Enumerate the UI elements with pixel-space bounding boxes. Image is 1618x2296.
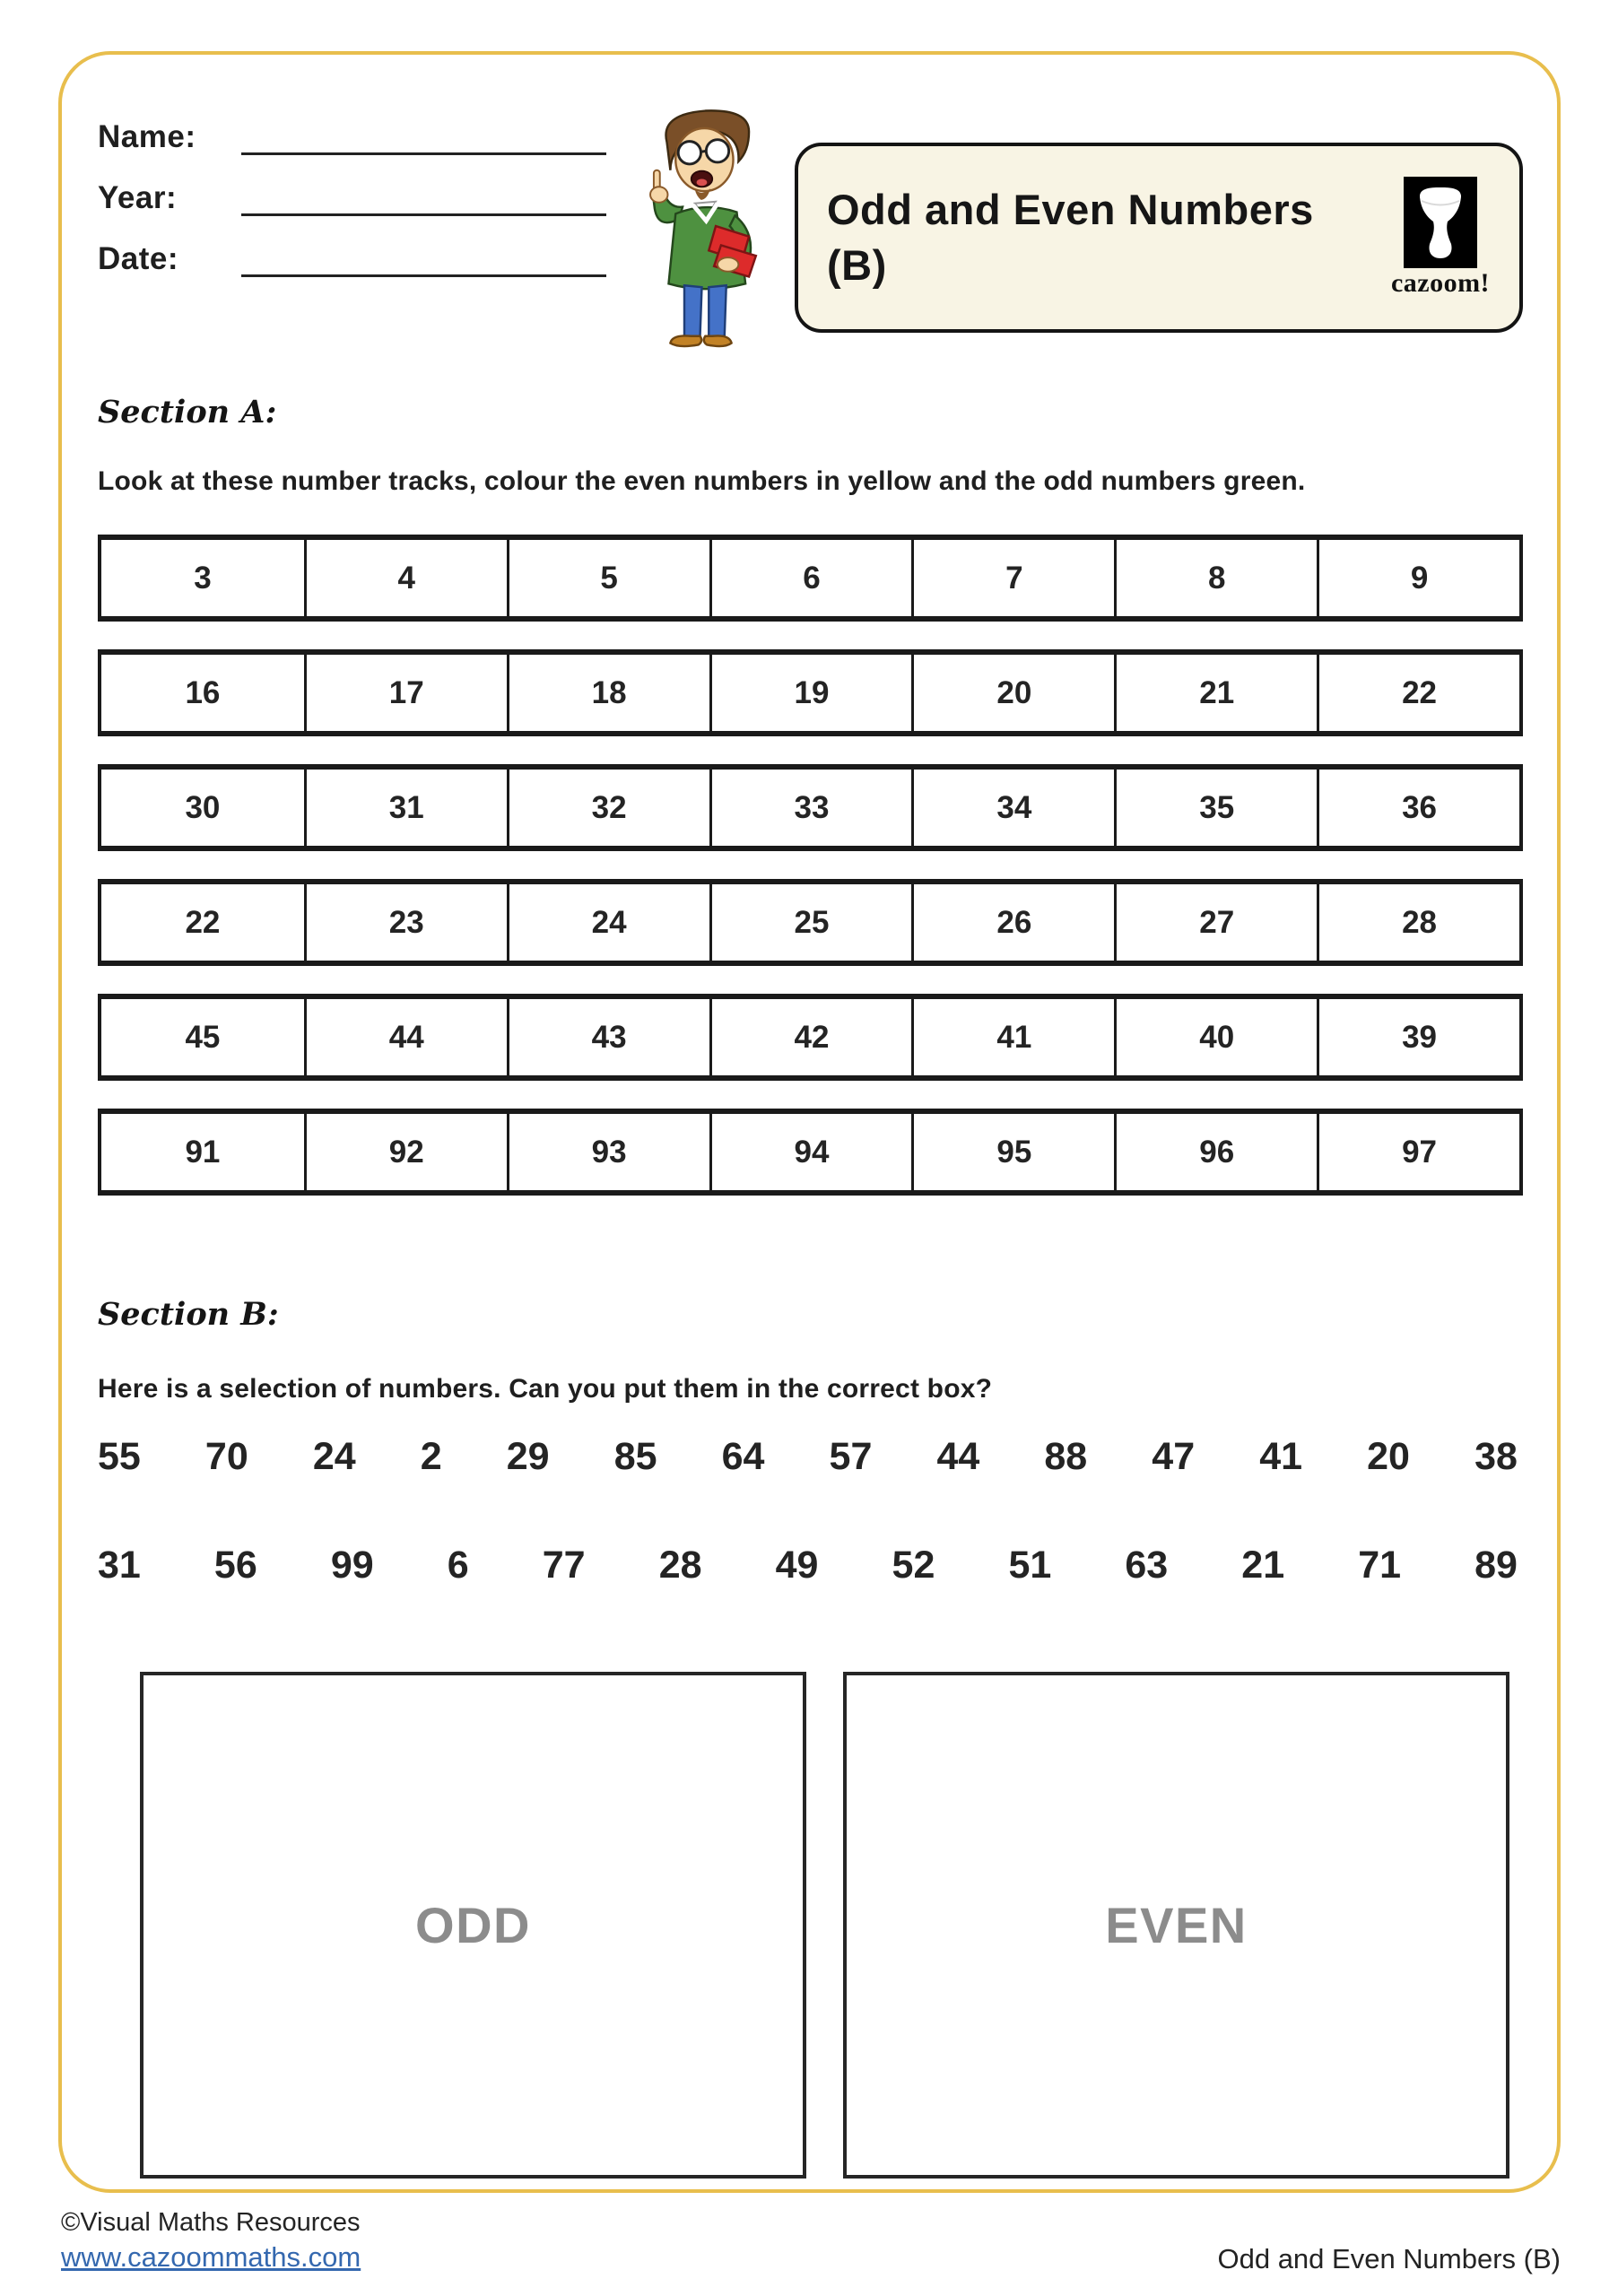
track-cell[interactable]: 45 — [185, 1019, 221, 1055]
selection-number[interactable]: 21 — [1241, 1544, 1285, 1587]
track-cell[interactable]: 43 — [507, 999, 709, 1075]
selection-number[interactable]: 47 — [1152, 1435, 1196, 1478]
track-cell[interactable]: 27 — [1114, 884, 1317, 961]
track-cell[interactable]: 32 — [507, 770, 709, 846]
footer-doc-label: Odd and Even Numbers (B) — [1217, 2243, 1561, 2274]
track-cell[interactable]: 41 — [911, 999, 1114, 1075]
track-cell[interactable]: 21 — [1114, 655, 1317, 731]
track-cell[interactable]: 25 — [709, 884, 912, 961]
selection-number[interactable]: 6 — [447, 1544, 469, 1587]
selection-number[interactable]: 70 — [204, 1435, 248, 1478]
track-cell[interactable]: 36 — [1317, 770, 1519, 846]
track-cell[interactable]: 16 — [185, 674, 221, 710]
track-cell[interactable]: 91 — [185, 1134, 221, 1170]
selection-number[interactable]: 31 — [98, 1544, 141, 1587]
track-cell[interactable]: 18 — [507, 655, 709, 731]
title-box — [795, 143, 1523, 333]
number-track — [98, 764, 1523, 851]
selection-number[interactable]: 24 — [312, 1435, 356, 1478]
track-cell[interactable]: 96 — [1114, 1114, 1317, 1190]
even-box-label: EVEN — [1105, 1897, 1248, 1953]
track-cell[interactable]: 23 — [304, 884, 507, 961]
selection-number[interactable]: 85 — [613, 1435, 657, 1478]
year-label: Year: — [98, 180, 178, 215]
selection-number[interactable]: 77 — [542, 1544, 586, 1587]
track-cell[interactable]: 17 — [304, 655, 507, 731]
page-title: Odd and Even Numbers (B) — [827, 185, 1314, 289]
track-cell[interactable]: 31 — [304, 770, 507, 846]
date-field-row — [98, 238, 618, 277]
selection-number[interactable]: 28 — [658, 1544, 702, 1587]
odd-box-label: ODD — [415, 1897, 531, 1953]
section-b-instruction: Here is a selection of numbers. Can you put them in the correct box? — [98, 1374, 993, 1404]
selection-number[interactable]: 89 — [1474, 1544, 1518, 1587]
track-cell[interactable]: 19 — [709, 655, 912, 731]
track-cell[interactable]: 22 — [185, 904, 221, 940]
track-cell[interactable]: 28 — [1317, 884, 1519, 961]
even-box[interactable] — [843, 1672, 1509, 2179]
track-cell[interactable]: 5 — [507, 540, 709, 616]
sorting-boxes — [140, 1672, 1523, 2179]
selection-number[interactable]: 88 — [1044, 1435, 1088, 1478]
section-b-heading: Section B: — [98, 1296, 279, 1333]
name-field-row — [98, 116, 618, 155]
number-tracks — [98, 535, 1523, 1196]
footer-website-link[interactable]: www.cazoommaths.com — [61, 2241, 361, 2273]
number-track — [98, 649, 1523, 736]
brand-block — [1383, 177, 1498, 299]
header — [98, 103, 1523, 352]
track-cell[interactable]: 42 — [709, 999, 912, 1075]
track-cell[interactable]: 3 — [194, 560, 212, 596]
selection-number[interactable]: 49 — [775, 1544, 819, 1587]
track-cell[interactable]: 8 — [1114, 540, 1317, 616]
number-track — [98, 1109, 1523, 1196]
student-fields — [98, 103, 618, 299]
selection-number[interactable]: 20 — [1367, 1435, 1410, 1478]
year-field-row — [98, 177, 618, 216]
odd-box[interactable] — [140, 1672, 806, 2179]
selection-number[interactable]: 41 — [1259, 1435, 1303, 1478]
selection-number[interactable]: 29 — [506, 1435, 550, 1478]
name-label: Name: — [98, 119, 196, 154]
track-cell[interactable]: 94 — [709, 1114, 912, 1190]
date-label: Date: — [98, 241, 179, 276]
selection-number[interactable]: 55 — [98, 1435, 141, 1478]
date-input-line[interactable] — [241, 240, 606, 277]
track-cell[interactable]: 26 — [911, 884, 1114, 961]
selection-row-2 — [98, 1544, 1523, 1587]
teacher-illustration — [618, 103, 784, 352]
track-cell[interactable]: 33 — [709, 770, 912, 846]
number-track — [98, 535, 1523, 622]
name-input-line[interactable] — [241, 118, 606, 155]
selection-number[interactable]: 56 — [213, 1544, 257, 1587]
selection-number[interactable]: 2 — [420, 1435, 442, 1478]
selection-number[interactable]: 38 — [1474, 1435, 1518, 1478]
section-a-instruction: Look at these number tracks, colour the even numbers in yellow and the odd numbers green. — [98, 466, 1306, 496]
track-cell[interactable]: 95 — [911, 1114, 1114, 1190]
selection-number[interactable]: 44 — [936, 1435, 980, 1478]
selection-number[interactable]: 57 — [829, 1435, 873, 1478]
track-cell[interactable]: 39 — [1317, 999, 1519, 1075]
selection-number[interactable]: 52 — [892, 1544, 935, 1587]
selection-number[interactable]: 63 — [1125, 1544, 1169, 1587]
cazoom-drum-icon — [1404, 177, 1477, 268]
track-cell[interactable]: 20 — [911, 655, 1114, 731]
track-cell[interactable]: 35 — [1114, 770, 1317, 846]
track-cell[interactable]: 97 — [1317, 1114, 1519, 1190]
footer-copyright: ©Visual Maths Resources — [61, 2208, 361, 2237]
worksheet-frame — [58, 51, 1561, 2193]
selection-row-1 — [98, 1435, 1523, 1479]
track-cell[interactable]: 92 — [304, 1114, 507, 1190]
track-cell[interactable]: 40 — [1114, 999, 1317, 1075]
selection-number[interactable]: 64 — [721, 1435, 765, 1478]
track-cell[interactable]: 7 — [911, 540, 1114, 616]
section-a-heading: Section A: — [98, 394, 277, 430]
track-cell[interactable]: 9 — [1317, 540, 1519, 616]
track-cell[interactable]: 44 — [304, 999, 507, 1075]
track-cell[interactable]: 93 — [507, 1114, 709, 1190]
track-cell[interactable]: 6 — [709, 540, 912, 616]
track-cell[interactable]: 30 — [185, 789, 221, 825]
track-cell[interactable]: 34 — [911, 770, 1114, 846]
track-cell[interactable]: 4 — [304, 540, 507, 616]
brand-wordmark: cazoom! — [1390, 268, 1491, 298]
track-cell[interactable]: 22 — [1317, 655, 1519, 731]
selection-number[interactable]: 51 — [1008, 1544, 1052, 1587]
number-track — [98, 879, 1523, 966]
year-input-line[interactable] — [241, 179, 606, 216]
selection-number[interactable]: 99 — [330, 1544, 374, 1587]
selection-number[interactable]: 71 — [1358, 1544, 1402, 1587]
number-track — [98, 994, 1523, 1081]
track-cell[interactable]: 24 — [507, 884, 709, 961]
